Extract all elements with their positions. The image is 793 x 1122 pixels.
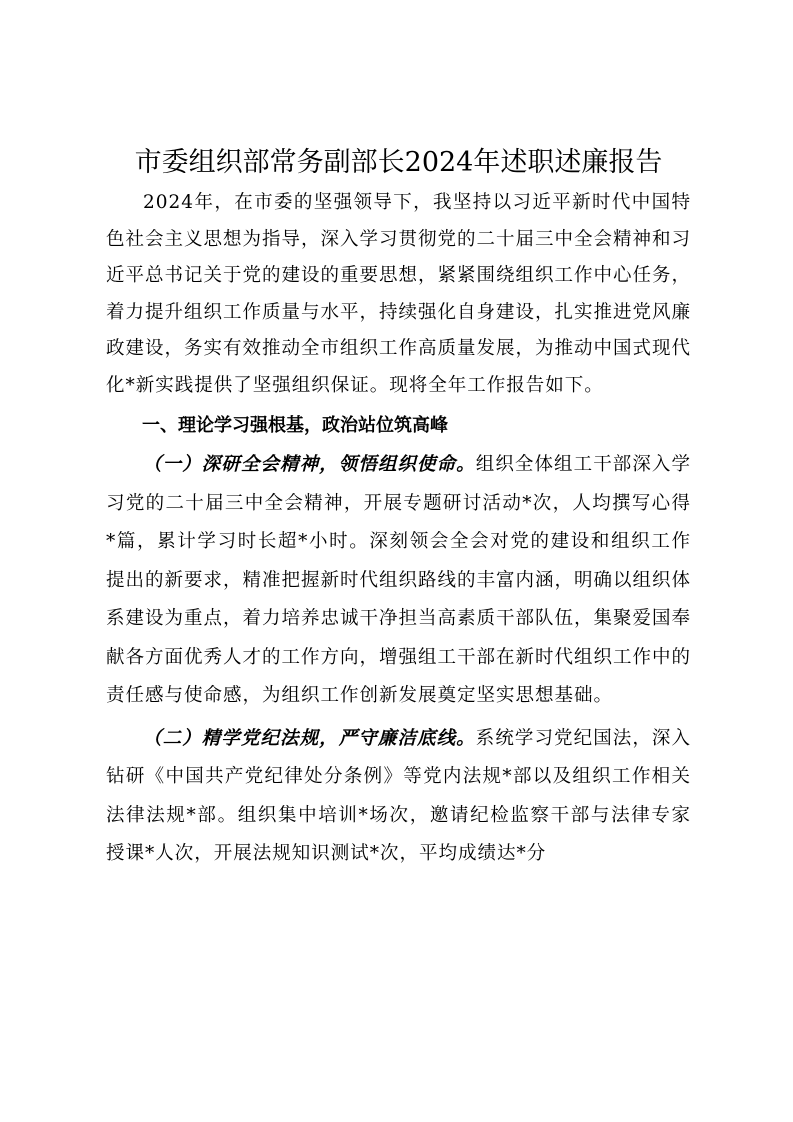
intro-paragraph: 2024年，在市委的坚强领导下，我坚持以习近平新时代中国特色社会主义思想为指导，深入学习贯彻党的二十届三中全会精神和习近平总书记关于党的建设的重要思想，紧紧围绕组织工作中心任务，着力提升组织工作质量与水平，持续强化自身建设，扎实推进党风廉政建设，务实有效推动全市组织工作高质量发展，为推动中国式现代化*新实践提供了坚强组织保证。现将全年工作报告如下。 <box>106 192 692 396</box>
item-1-body: 组织全体组工干部深入学习党的二十届三中全会精神，开展专题研讨活动*次，人均撰写心得*篇，累计学习时长超*小时。深刻领会全会对党的建设和组织工作提出的新要求，精准把握新时代组织路线的丰富内涵，明确以组织体系建设为重点，着力培养忠诚干净担当高素质干部队伍，集聚爱国奉献各方面优秀人才的工作方向，增强组工干部在新时代组织工作中的责任感与使命感，为组织工作创新发展奠定坚实思想基础。 <box>106 454 692 706</box>
document-title: 市委组织部常务副部长2024年述职述廉报告 <box>134 147 663 178</box>
section-heading: 一、理论学习强根基，政治站位筑高峰 <box>142 415 448 436</box>
item-1-lead: （一）深研全会精神，领悟组织使命。 <box>143 454 476 475</box>
item-2-lead: （二）精学党纪法规，严守廉洁底线。 <box>143 727 476 749</box>
section-item-2 <box>106 720 691 874</box>
item-2-body: 系统学习党纪国法，深入钻研《中国共产党纪律处分条例》等党内法规*部以及组织工作相关法律法规*部。组织集中培训*场次，邀请纪检监察干部与法律专家授课*人次，开展法规知识测试*次，平均成绩达*分 <box>106 727 691 864</box>
section-item-1 <box>106 446 691 716</box>
